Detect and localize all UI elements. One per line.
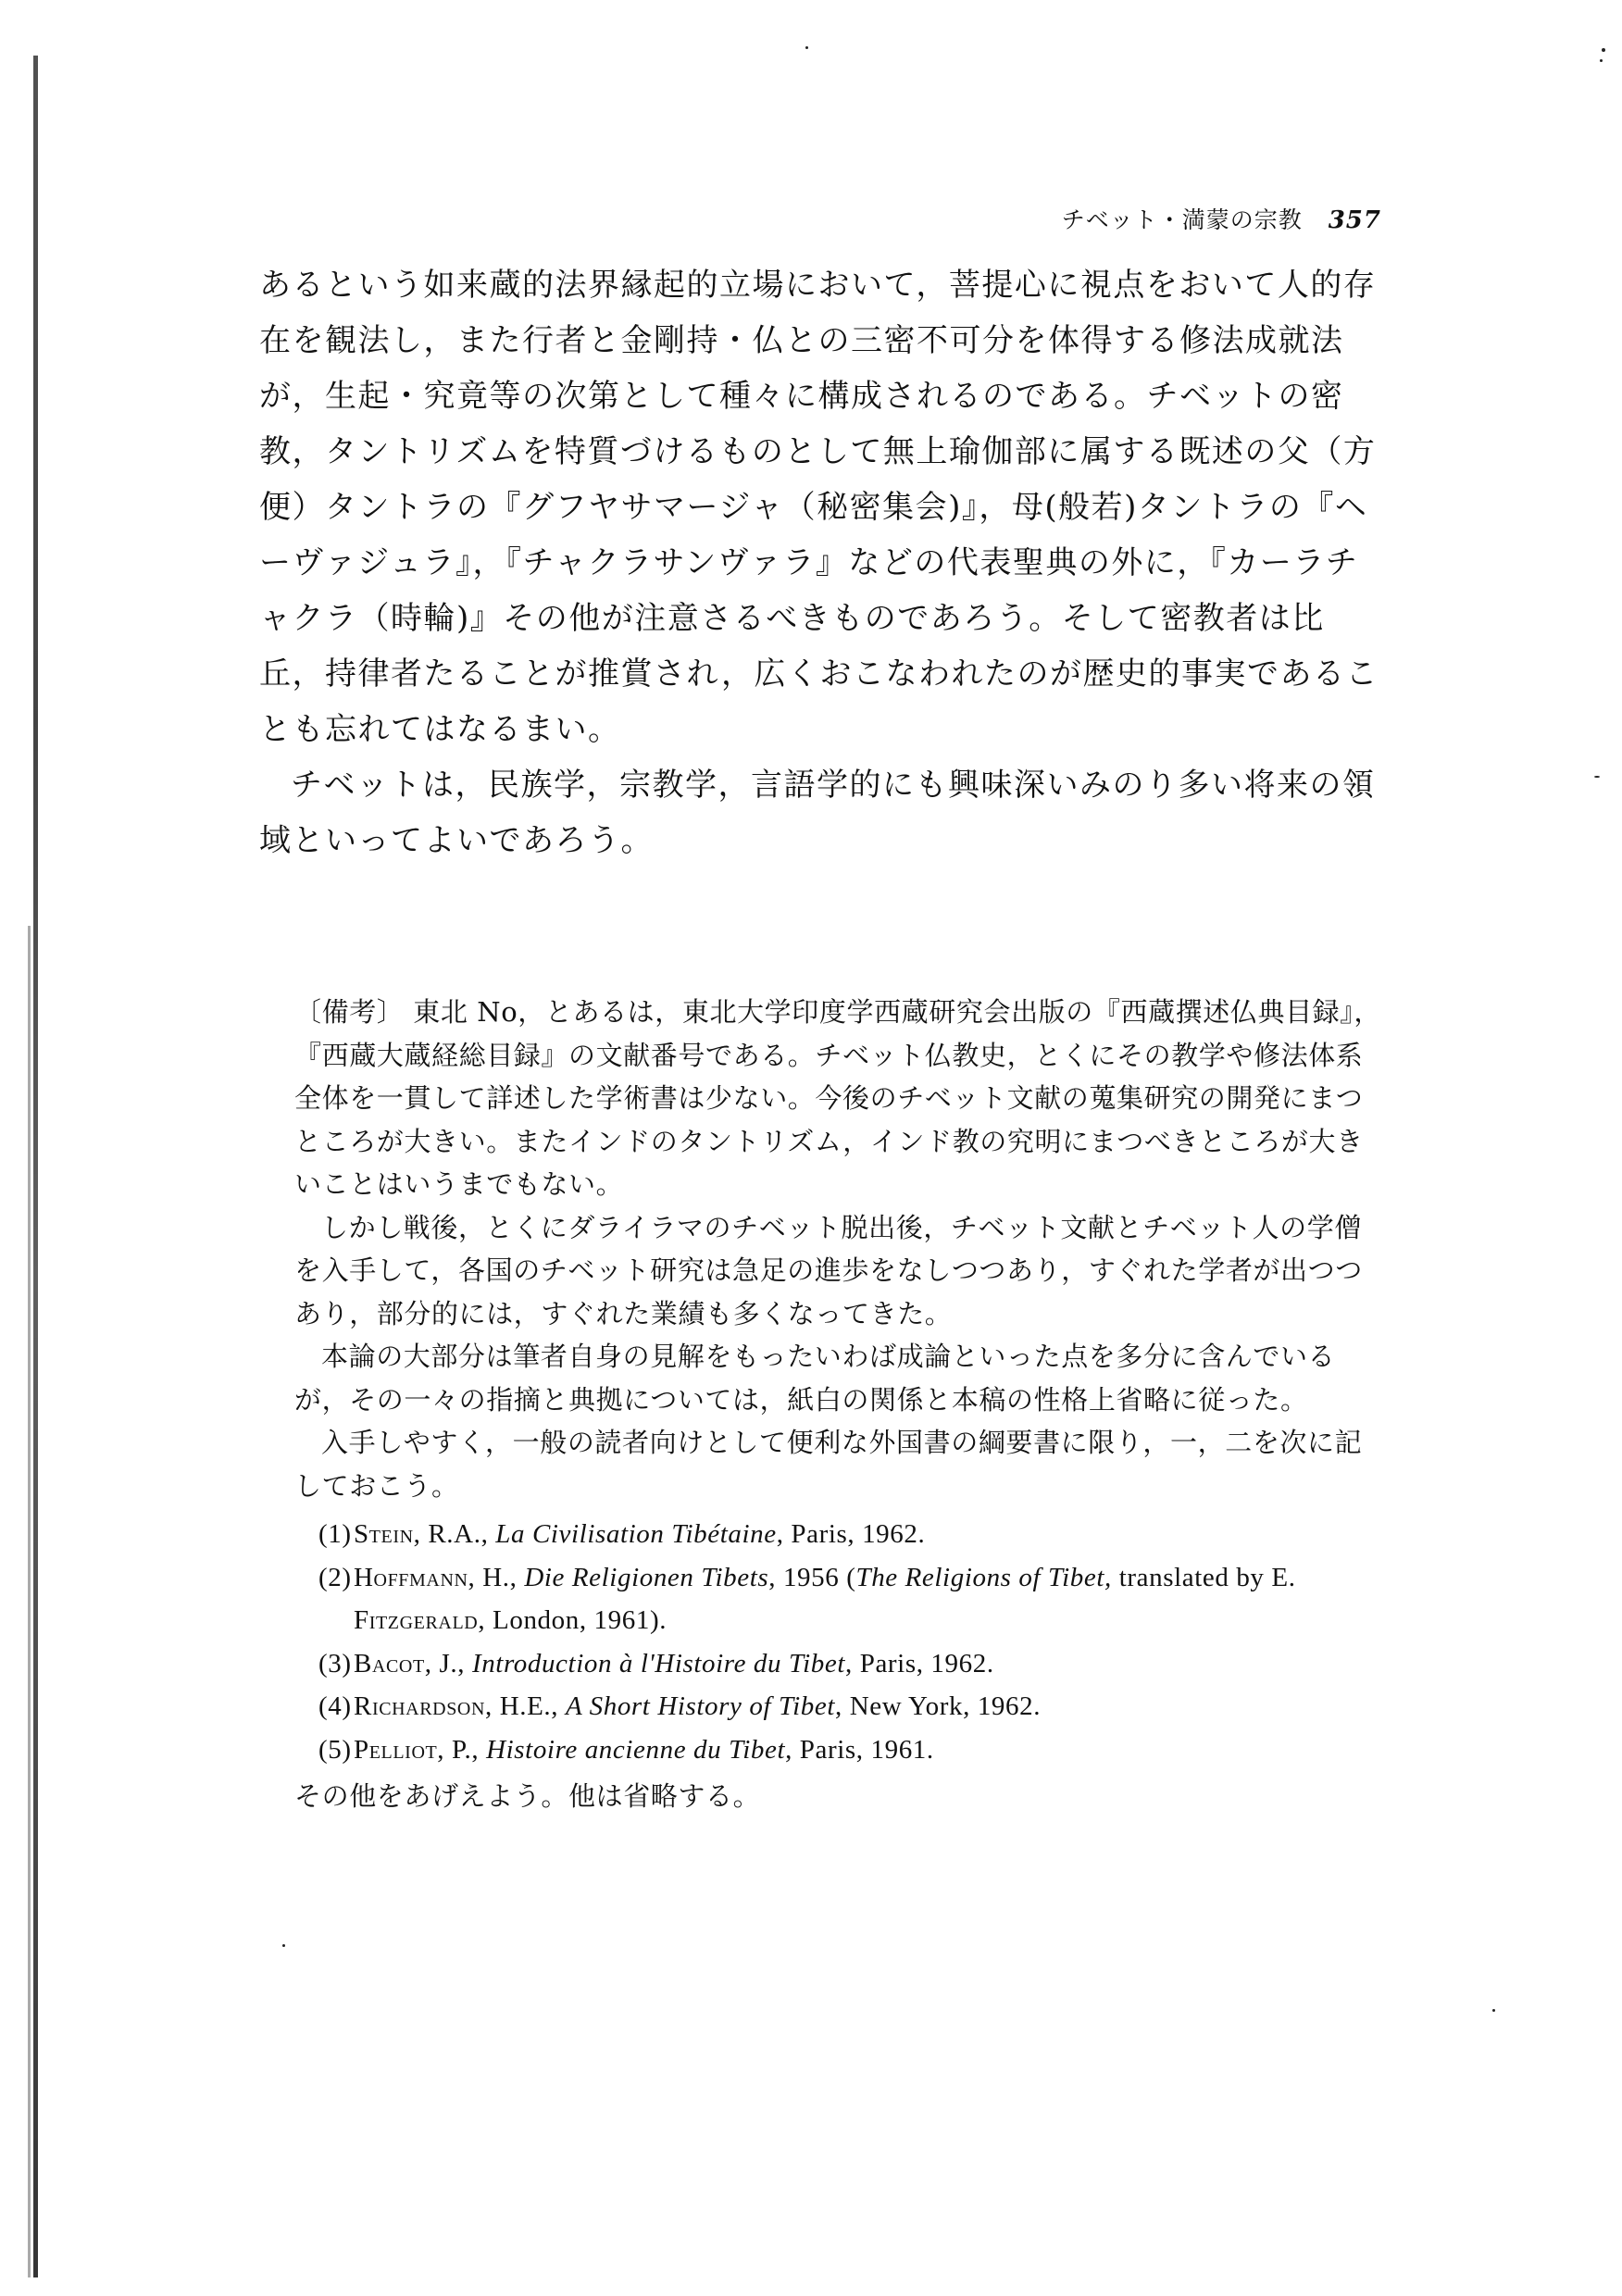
- reference-author: Hoffmann, H.: [354, 1562, 510, 1592]
- reference-details: , Paris, 1962.: [845, 1648, 994, 1678]
- reference-item: (3)Bacot, J., Introduction à l'Histoire du Tibet, Paris, 1962.: [294, 1642, 1381, 1686]
- scan-speck: [1602, 48, 1605, 52]
- main-paragraph: あるという如来蔵的法界縁起的立場において，菩提心に視点をおいて人的存在を観法し，また行者と金剛持・仏との三密不可分を体得する修法成就法が，生起・究竟等の次第として種々に構成されるのである。チベットの密教，タントリズムを特質づけるものとして無上瑜伽部に属する既述の父（方便）タントラの『グフヤサマージャ（秘密集会)』，母(般若)タントラの『ヘーヴァジュラ』，『チャクラサンヴァラ』などの代表聖典の外に，『カーラチャクラ（時輪)』その他が注意さるべきものであろう。そして密教者は比丘，持律者たることが推賞され，広くおこなわれたのが歴史的事実であることも忘れてはなるまい。: [259, 267, 1379, 748]
- main-paragraph: チベットは，民族学，宗教学，言語学的にも興味深いみのり多い将来の領域といってよいであろう。: [259, 767, 1376, 859]
- page-number: 357: [1328, 206, 1381, 234]
- scan-speck: [805, 46, 808, 49]
- reference-title: Histoire ancienne du Tibet: [486, 1734, 786, 1765]
- reference-number: (3): [318, 1648, 352, 1678]
- reference-details: , New York, 1962.: [835, 1691, 1042, 1721]
- reference-item: (1)Stein, R.A., La Civilisation Tibétaine, Paris, 1962.: [294, 1513, 1381, 1556]
- scan-speck: [1600, 59, 1603, 62]
- reference-item: (5)Pelliot, P., Histoire ancienne du Tibet, Paris, 1961.: [294, 1728, 1381, 1772]
- main-text: [259, 257, 1381, 868]
- remarks-paragraph: 本論の大部分は筆者自身の見解をもったいわば成論といった点を多分に含んでいるが，その一々の指摘と典拠については，紙白の関係と本稿の性格上省略に従った。: [294, 1341, 1336, 1416]
- binding-shadow: [28, 926, 31, 2277]
- reference-author: Pelliot, P.: [354, 1734, 472, 1765]
- reference-title: Die Religionen Tibets: [524, 1562, 769, 1592]
- scan-speck: [1492, 2009, 1495, 2012]
- reference-details: , Paris, 1962.: [776, 1519, 926, 1549]
- reference-title: La Civilisation Tibétaine: [495, 1519, 777, 1549]
- reference-title: Introduction à l'Histoire du Tibet: [471, 1648, 846, 1678]
- remarks-paragraph: しかし戦後，とくにダライラマのチベット脱出後，チベット文献とチベット人の学僧を入手して，各国のチベット研究は急足の進歩をなしつつあり，すぐれた学者が出つつあり，部分的には，すぐれた業績も多くなってきた。: [294, 1211, 1363, 1329]
- reference-translation-title: The Religions of Tibet,: [855, 1562, 1112, 1592]
- reference-translator: E. Fitzgerald: [354, 1562, 1296, 1635]
- reference-details: translated by: [1111, 1562, 1272, 1592]
- reference-list: [294, 1513, 1381, 1771]
- running-head-title: チベット・満蒙の宗教: [1061, 206, 1303, 233]
- reference-details: , Paris, 1961.: [785, 1734, 934, 1765]
- remarks-paragraph: 〔備考〕 東北 No，とあるは，東北大学印度学西蔵研究会出版の『西蔵撰述仏典目録』，『西蔵大蔵経総目録』の文献番号である。チベット仏教史，とくにその教学や修法体系全体を一貫して詳述した学術書は少ない。今後のチベット文献の蒐集研究の開発にまつところが大きい。またインドのタントリズム，インド教の究明にまつべきところが大きいことはいうまでもない。: [294, 996, 1381, 1200]
- running-head: [1062, 202, 1381, 235]
- reference-number: (2): [318, 1562, 352, 1592]
- reference-author: Bacot, J.: [354, 1648, 458, 1678]
- reference-item: (2)Hoffmann, H., Die Religionen Tibets, 1956 (The Religions of Tibet, translated by E. Fitzgerald, London, 1961).: [294, 1556, 1381, 1642]
- reference-number: (5): [318, 1734, 352, 1765]
- reference-author: Richardson, H.E.: [354, 1691, 552, 1721]
- scan-speck: [282, 1944, 285, 1947]
- remarks-paragraph: 入手しやすく，一般の読者向けとして便利な外国書の綱要書に限り，一，二を次に記しておこう。: [294, 1427, 1363, 1502]
- reference-number: (1): [318, 1519, 352, 1549]
- closing-line: その他をあげえよう。他は省略する。: [294, 1780, 761, 1812]
- binding-edge: [33, 56, 38, 2277]
- reference-details: , London, 1961).: [478, 1605, 668, 1635]
- scan-speck: [1594, 776, 1600, 778]
- reference-title: A Short History of Tibet: [565, 1691, 835, 1721]
- reference-number: (4): [318, 1691, 352, 1721]
- reference-item: (4)Richardson, H.E., A Short History of Tibet, New York, 1962.: [294, 1685, 1381, 1728]
- remarks-section: [294, 991, 1381, 1818]
- reference-author: Stein, R.A.: [354, 1519, 481, 1549]
- reference-details: , 1956 (: [768, 1562, 856, 1592]
